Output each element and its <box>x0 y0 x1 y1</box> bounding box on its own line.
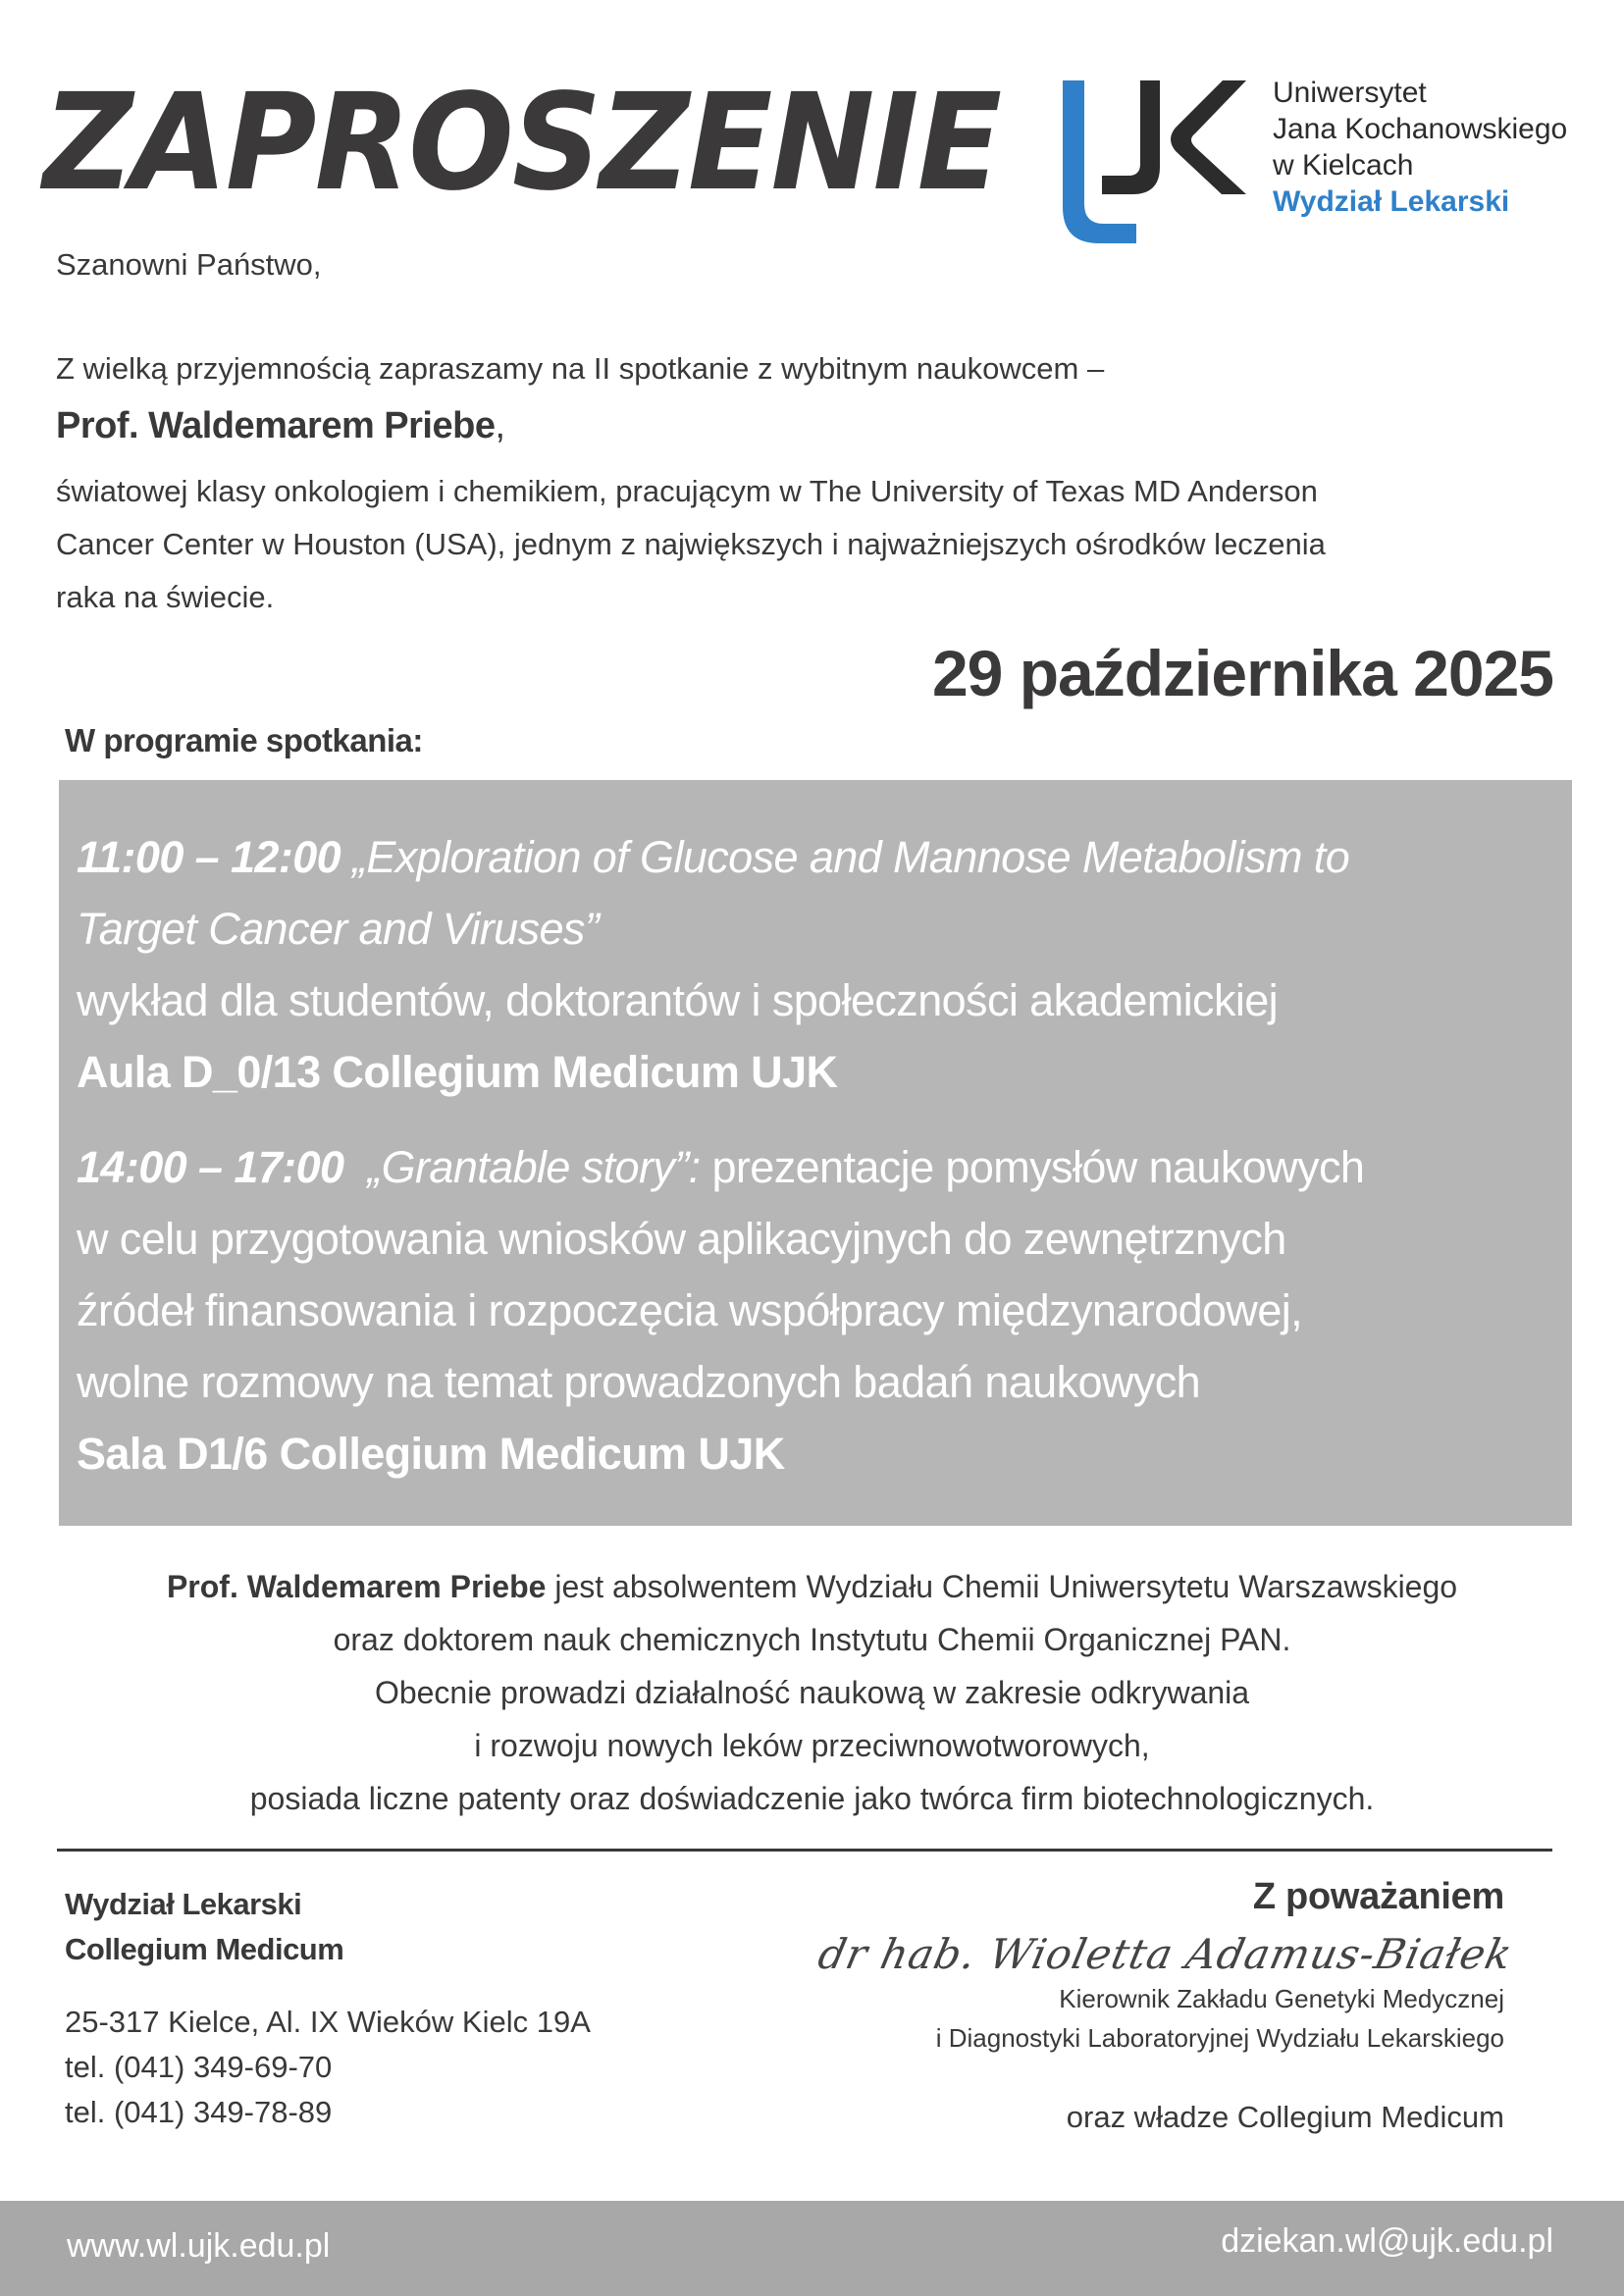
session-2-desc-line-3: źródeł finansowania i rozpoczęcia współpracy międzynarodowej, <box>77 1285 1303 1335</box>
description-line: światowej klasy onkologiem i chemikiem, pracującym w The University of Texas MD Anderson <box>56 474 1318 508</box>
bio-guest-name: Prof. Waldemarem Priebe <box>166 1569 547 1604</box>
contact-phone-2[interactable]: tel. (041) 349-78-89 <box>65 2095 333 2129</box>
bio-line-5: posiada liczne patenty oraz doświadczenie jako twórca firm biotechnologicznych. <box>249 1781 1375 1816</box>
intro-text: Z wielką przyjemnością zapraszamy na II spotkanie z wybitnym naukowcem – <box>56 351 1105 386</box>
university-line-3: w Kielcach <box>1273 149 1414 182</box>
session-1-title-part-1: „Exploration of Glucose and Mannose Metabolism to <box>351 832 1350 882</box>
session-2-line-1 <box>77 1131 1554 1203</box>
guest-bio <box>39 1560 1585 1825</box>
authorities: oraz władze Collegium Medicum <box>1066 2100 1504 2134</box>
session-2-desc-line-4: wolne rozmowy na temat prowadzonych badań naukowych <box>77 1357 1201 1407</box>
university-name <box>1273 75 1567 220</box>
session-2-time: 14:00 – 17:00 <box>77 1142 344 1192</box>
regards: Z poważaniem <box>1252 1876 1504 1917</box>
guest-name-text: Prof. Waldemarem Priebe <box>56 405 496 446</box>
session-1-title-line-1 <box>77 821 1554 893</box>
faculty-name: Wydział Lekarski <box>1273 185 1510 218</box>
contact-phone-1[interactable]: tel. (041) 349-69-70 <box>65 2050 333 2084</box>
contact-address: 25-317 Kielce, Al. IX Wieków Kielc 19A <box>65 2005 591 2039</box>
guest-description <box>56 465 1587 624</box>
session-1 <box>77 821 1554 1108</box>
signer-role-line-2: i Diagnostyki Laboratoryjnej Wydziału Lekarskiego <box>935 2023 1504 2053</box>
session-1-time: 11:00 – 12:00 <box>77 832 341 882</box>
session-1-audience: wykład dla studentów, doktorantów i społeczności akademickiej <box>77 975 1279 1025</box>
university-line-1: Uniwersytet <box>1273 77 1427 109</box>
session-1-venue: Aula D_0/13 Collegium Medicum UJK <box>77 1047 838 1097</box>
signature: dr hab. Wioletta Adamus-Białek <box>814 1930 1518 1978</box>
contact-faculty: Wydział Lekarski <box>65 1887 302 1921</box>
bio-line-3: Obecnie prowadzi działalność naukową w zakresie odkrywania <box>374 1675 1250 1710</box>
guest-name-comma: , <box>495 405 505 446</box>
description-line: Cancer Center w Houston (USA), jednym z największych i najważniejszych ośrodków leczenia <box>56 527 1326 561</box>
description-line: raka na świecie. <box>56 580 275 614</box>
event-date: 29 października 2025 <box>931 637 1553 709</box>
divider <box>57 1849 1552 1852</box>
session-2 <box>77 1131 1554 1489</box>
signer-role-line-1: Kierownik Zakładu Genetyki Medycznej <box>1059 1984 1504 2013</box>
contact-block <box>65 1882 591 2135</box>
ujk-logo-mark-icon <box>1060 77 1256 253</box>
session-2-venue: Sala D1/6 Collegium Medicum UJK <box>77 1429 785 1479</box>
session-1-title-line-2: Target Cancer and Viruses” <box>77 904 600 954</box>
contact-unit: Collegium Medicum <box>65 1932 344 1966</box>
footer-website-link[interactable]: www.wl.ujk.edu.pl <box>67 2227 331 2265</box>
university-line-2: Jana Kochanowskiego <box>1273 113 1568 145</box>
guest-name <box>56 405 505 447</box>
bio-line-4: i rozwoju nowych leków przeciwnowotworowych, <box>474 1728 1150 1763</box>
bio-line-1 <box>39 1560 1585 1613</box>
logo-k-shape <box>1171 80 1246 194</box>
bio-line-1-rest: jest absolwentem Wydziału Chemii Uniwersytetu Warszawskiego <box>546 1569 1458 1604</box>
signoff-block <box>814 1876 1518 2135</box>
program-heading: W programie spotkania: <box>65 722 423 758</box>
bio-line-2: oraz doktorem nauk chemicznych Instytutu Chemii Organicznej PAN. <box>333 1622 1291 1657</box>
program-box <box>59 780 1572 1526</box>
logo-u-shape <box>1063 80 1136 243</box>
footer-email-link[interactable]: dziekan.wl@ujk.edu.pl <box>1221 2222 1553 2260</box>
greeting: Szanowni Państwo, <box>56 247 322 282</box>
page-title: ZAPROSZENIE <box>43 66 1001 221</box>
contact-details <box>65 2000 591 2135</box>
session-spacer <box>77 1108 1554 1131</box>
session-2-title: „Grantable story”: <box>367 1142 701 1192</box>
logo-j-shape <box>1102 80 1160 194</box>
session-2-desc-part-1: prezentacje pomysłów naukowych <box>711 1142 1365 1192</box>
session-2-desc-line-2: w celu przygotowania wniosków aplikacyjnych do zewnętrznych <box>77 1214 1286 1264</box>
